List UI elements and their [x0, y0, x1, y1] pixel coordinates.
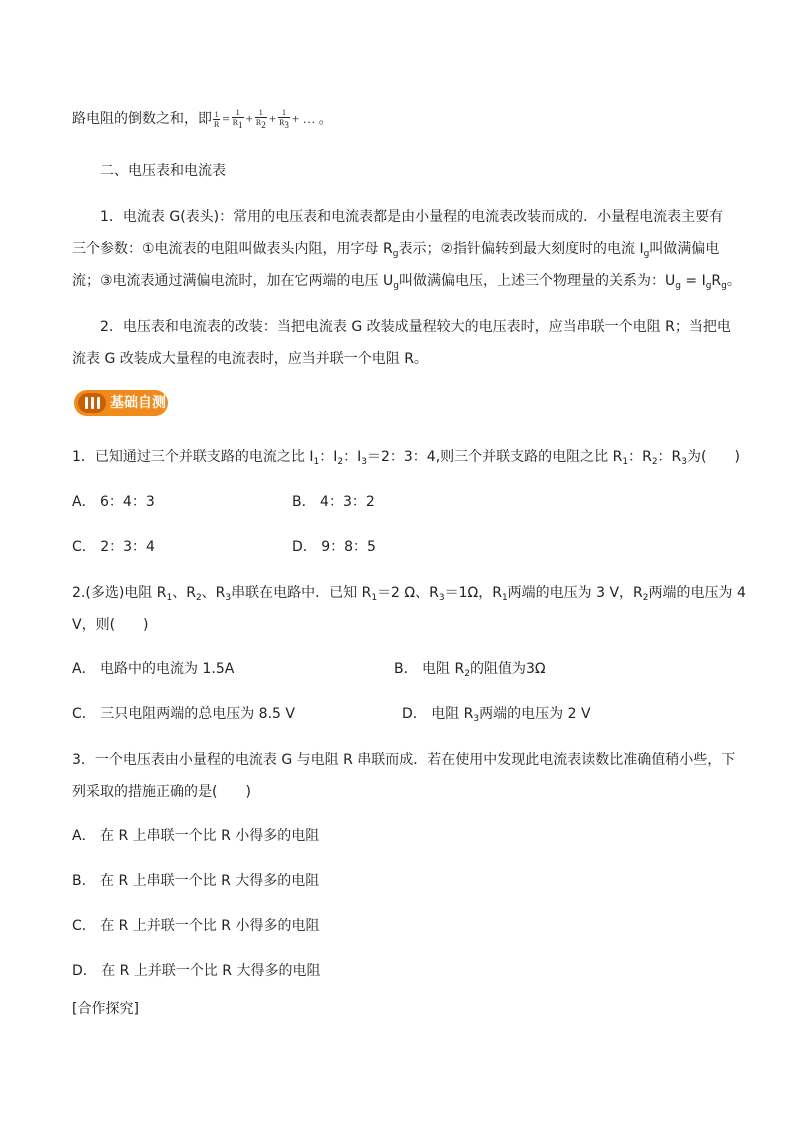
- intro-text: 路电阻的倒数之和，即: [72, 111, 212, 127]
- q3-option-c[interactable]: C． 在 R 上并联一个比 R 小得多的电阻: [72, 918, 320, 934]
- q3-option-b[interactable]: B． 在 R 上串联一个比 R 大得多的电阻: [72, 873, 320, 889]
- formula-term-2: $\frac{1}{R_2}$: [255, 108, 266, 130]
- formula-term-3: $\frac{1}{R_3}$: [279, 108, 289, 130]
- q3-option-a[interactable]: A． 在 R 上串联一个比 R 小得多的电阻: [72, 828, 320, 844]
- badge-label: 基础自测: [110, 395, 166, 411]
- test-tubes-icon: [78, 393, 106, 413]
- q3-option-d[interactable]: D． 在 R 上并联一个比 R 大得多的电阻: [72, 963, 321, 979]
- question-1-stem: 1．已知通过三个并联支路的电流之比 $I_1$：$I_2$：$I_3=2$：3：4,则三个并联支路的电阻之比 $R_1$：$R_2$：$R_3$为( ): [72, 449, 740, 467]
- question-2-stem-line2: V，则( ): [72, 617, 149, 633]
- q1-option-c[interactable]: C． 2：3：4: [72, 539, 155, 555]
- equals-sign: =: [222, 111, 230, 126]
- section-heading: 二、电压表和电流表: [100, 163, 226, 179]
- q1-option-d[interactable]: D． 9：8：5: [292, 539, 376, 555]
- section-badge: [74, 390, 168, 416]
- plus-sign: +: [268, 111, 277, 126]
- q2-option-d[interactable]: D． 电阻 $R_3$两端的电压为 2 V: [402, 706, 591, 724]
- para1-line3: 流；③电流表通过满偏电流时，加在它两端的电压 $U_g$叫做满偏电压，上述三个物理量的关系为：$U_g = I_gR_g$。: [72, 273, 741, 291]
- plus-sign: +: [245, 111, 253, 126]
- q1-option-a[interactable]: A． 6：4：3: [72, 494, 155, 510]
- intro-line: [72, 108, 333, 130]
- formula-term-1: $\frac{1}{R_1}$: [232, 108, 243, 130]
- formula-tail: + … 。: [291, 111, 332, 126]
- q1-option-b[interactable]: B． 4：3：2: [292, 494, 375, 510]
- para2-line2: 流表 G 改装成大量程的电流表时，应当并联一个电阻 R。: [72, 351, 428, 367]
- q2-option-c[interactable]: C． 三只电阻两端的总电压为 8.5 V: [72, 706, 295, 722]
- para1-line2: 三个参数：①电流表的电阻叫做表头内阻，用字母 $R_g$表示；②指针偏转到最大刻度时的电流 $I_g$叫做满偏电: [72, 241, 720, 259]
- q2-option-a[interactable]: A． 电路中的电流为 1.5A: [72, 661, 235, 677]
- q2-option-b[interactable]: B． 电阻 $R_2$的阻值为3Ω: [394, 661, 546, 679]
- question-3-stem-line1: 3．一个电压表由小量程的电流表 G 与电阻 R 串联而成．若在使用中发现此电流表读数比准确值稍小些，下: [72, 752, 736, 768]
- section-footer: [合作探究]: [72, 1001, 139, 1017]
- formula-lhs: $\frac{1}{R}$: [214, 109, 220, 129]
- para2-line1: 2．电压表和电流表的改装：当把电流表 G 改装成量程较大的电压表时，应当串联一个电阻 R；当把电: [100, 319, 731, 335]
- question-2-stem-line1: 2.(多选)电阻 $R_1$、$R_2$、$R_3$串联在电路中．已知 $R_1=2$ Ω、$R_3=1\Omega$，$R_1$两端的电压为 3 V，$R_2$两端的电压为 4: [72, 585, 746, 603]
- para1-line1: 1．电流表 G(表头)：常用的电压表和电流表都是由小量程的电流表改装而成的．小量程电流表主要有: [100, 209, 724, 225]
- question-3-stem-line2: 列采取的措施正确的是( ): [72, 784, 251, 800]
